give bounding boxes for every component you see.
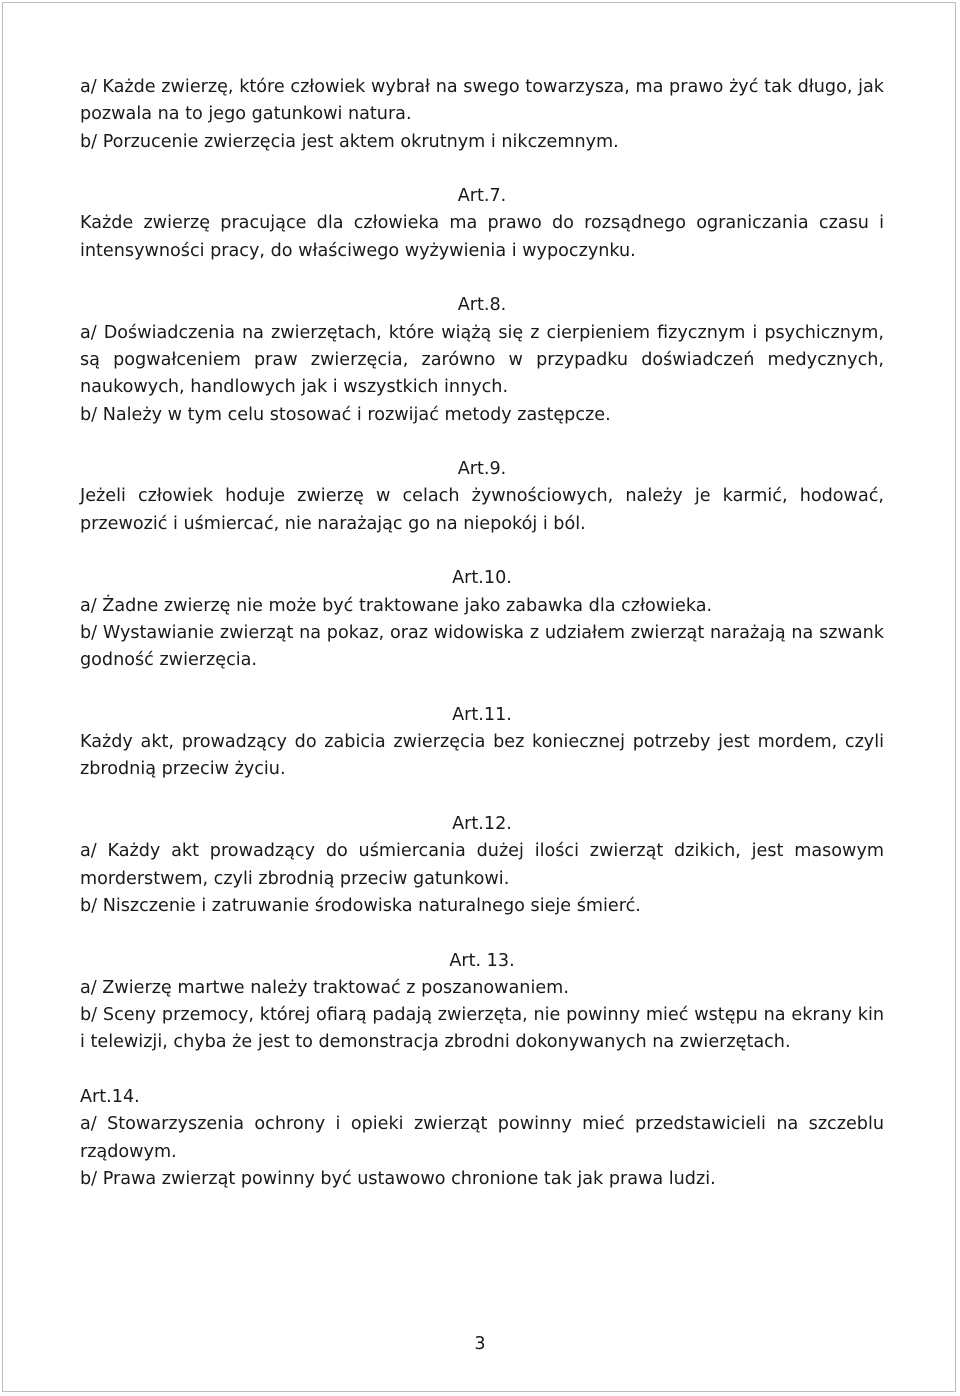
art9-heading: Art.9. [457,459,507,480]
art12-paragraph-a: a/ Każdy akt prowadzący do uśmiercania dużej ilości zwierząt dzikich, jest masowym morderstwem, czyli zbrodnią przeciw gatunkowi. [80,841,884,889]
art12-paragraph-b: b/ Niszczenie i zatruwanie środowiska naturalnego sieje śmierć. [80,895,641,916]
art14-paragraph-b: b/ Prawa zwierząt powinny być ustawowo chronione tak jak prawa ludzi. [80,1168,716,1189]
art13-heading: Art. 13. [449,950,515,971]
art14-paragraph-a: a/ Stowarzyszenia ochrony i opieki zwierząt powinny mieć przedstawicieli na szczeblu rządowym. [80,1114,884,1162]
art13-paragraph-a: a/ Zwierzę martwe należy traktować z poszanowaniem. [80,977,569,998]
art7-heading: Art.7. [457,186,507,207]
document-body [80,74,884,1193]
art8-paragraph-b: b/ Należy w tym celu stosować i rozwijać metody zastępcze. [80,404,611,425]
art13-paragraph-b: b/ Sceny przemocy, której ofiarą padają zwierzęta, nie powinny mieć wstępu na ekrany kin i telewizji, chyba że jest to demonstracja zbrodni dokonywanych na zwierzętach. [80,1005,884,1053]
art10-paragraph-b: b/ Wystawianie zwierząt na pokaz, oraz widowiska z udziałem zwierząt narażają na szwank godność zwierzęcia. [80,622,884,671]
art8-heading: Art.8. [457,295,507,316]
art6-paragraph-b: b/ Porzucenie zwierzęcia jest aktem okrutnym i nikczemnym. [80,131,619,152]
art6-paragraph-a: a/ Każde zwierzę, które człowiek wybrał na swego towarzysza, ma prawo żyć tak długo, jak pozwala na to jego gatunkowi natura. [80,77,884,125]
page-number: 3 [474,1334,486,1354]
art14-heading: Art.14. [80,1086,140,1107]
art10-paragraph-a: a/ Żadne zwierzę nie może być traktowane jako zabawka dla człowieka. [80,595,713,616]
art12-heading: Art.12. [452,814,512,835]
art8-paragraph-a: a/ Doświadczenia na zwierzętach, które wiążą się z cierpieniem fizycznym i psychicznym, są pogwałceniem praw zwierzęcia, zarówno w przypadku doświadczeń medycznych, naukowych, handlowych jak i wszystkich innych. [80,322,884,398]
art9-paragraph: Jeżeli człowiek hoduje zwierzę w celach żywnościowych, należy je karmić, hodować, przewozić i uśmiercać, nie narażając go na niepokój i ból. [80,486,884,534]
art11-paragraph: Każdy akt, prowadzący do zabicia zwierzęcia bez koniecznej potrzeby jest mordem, czyli zbrodnią przeciw życiu. [80,732,884,780]
art7-paragraph: Każde zwierzę pracujące dla człowieka ma prawo do rozsądnego ograniczania czasu i intensywności pracy, do właściwego wyżywienia i wypoczynku. [80,213,884,261]
art10-heading: Art.10. [452,568,512,589]
art11-heading: Art.11. [452,704,512,725]
